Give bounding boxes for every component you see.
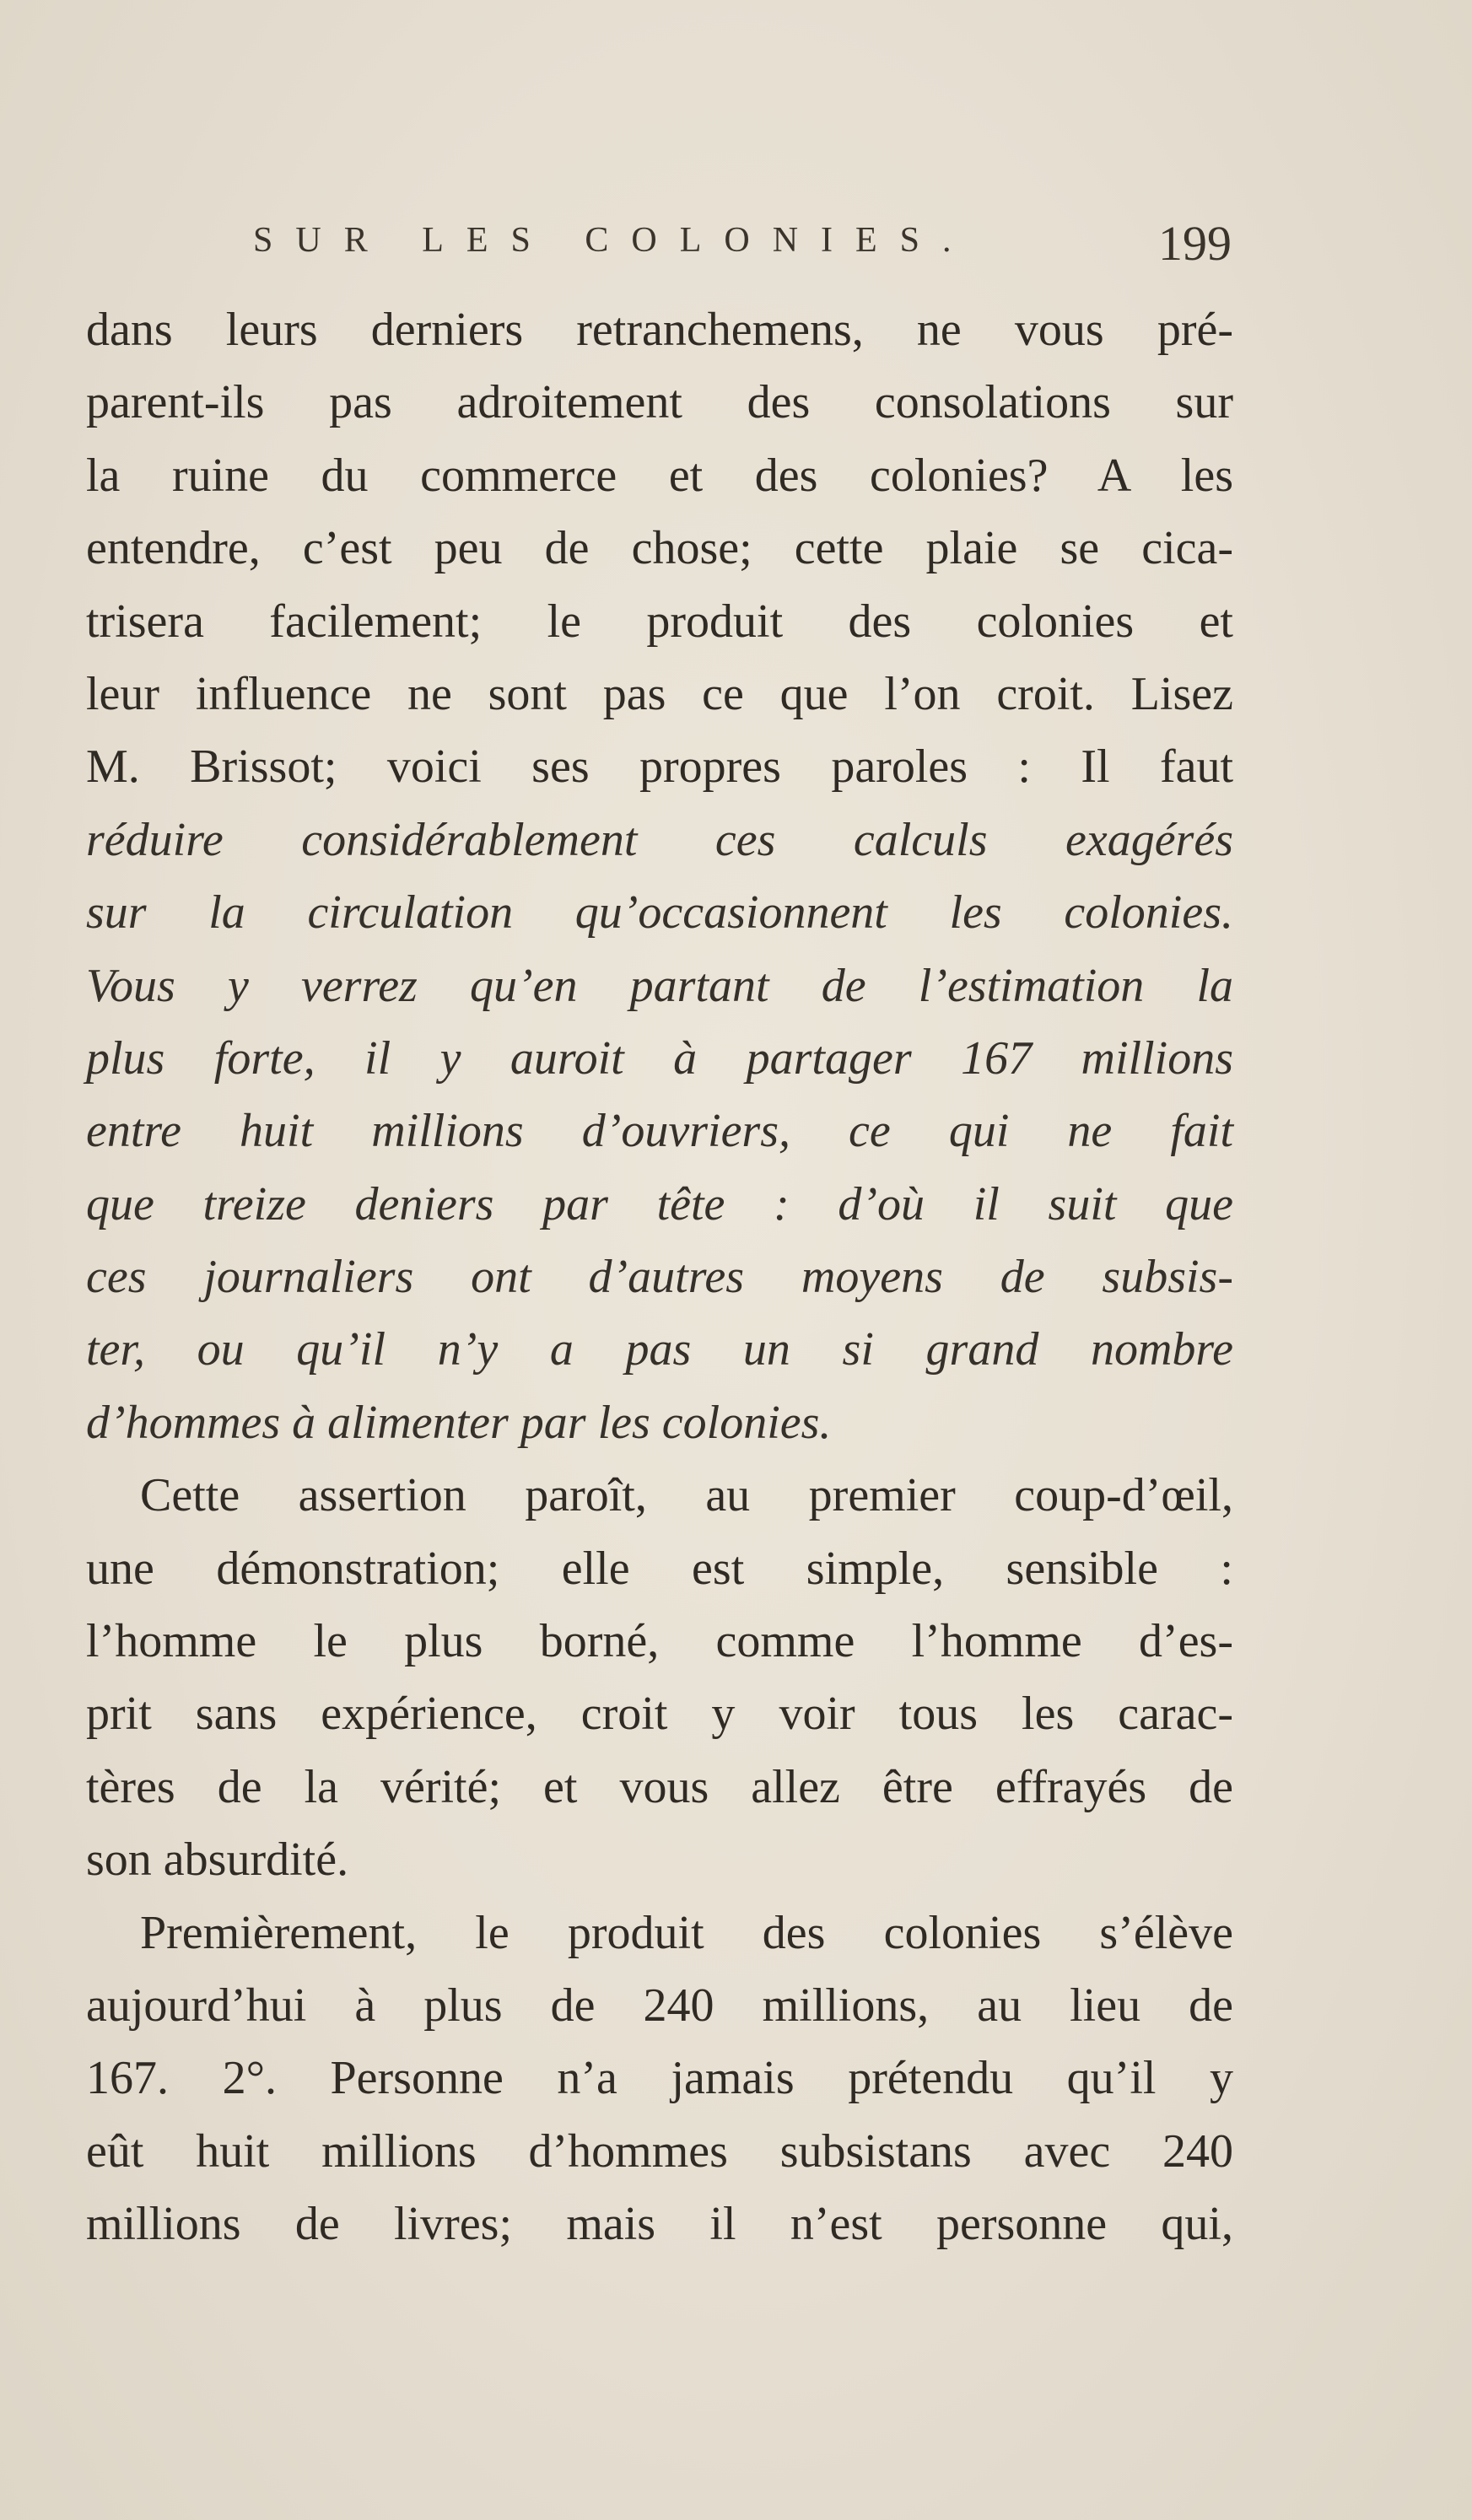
text-line: la ruine du commerce et des colonies? A les bbox=[86, 449, 1233, 502]
text-line: millions de livres; mais il n’est personne qui, bbox=[86, 2198, 1233, 2251]
quoted-line: Vous y verrez qu’en partant de l’estimation la bbox=[86, 959, 1233, 1012]
text-line: dans leurs derniers retranchemens, ne vous pré- bbox=[86, 304, 1233, 356]
quoted-line: entre huit millions d’ouvriers, ce qui ne fait bbox=[86, 1105, 1233, 1158]
text-line: leur influence ne sont pas ce que l’on croit. Lisez bbox=[86, 667, 1233, 720]
text-line: prit sans expérience, croit y voir tous les carac- bbox=[86, 1688, 1233, 1741]
text-line: entendre, c’est peu de chose; cette plaie se cica- bbox=[86, 522, 1233, 575]
text-line: M. Brissot; voici ses propres paroles : Il faut bbox=[86, 740, 1233, 794]
text-line: 167. 2°. Personne n’a jamais prétendu qu’il y bbox=[86, 2052, 1233, 2105]
quoted-line: ces journaliers ont d’autres moyens de subsis- bbox=[86, 1251, 1233, 1304]
text-line: tères de la vérité; et vous allez être effrayés de bbox=[86, 1760, 1233, 1813]
text-line: l’homme le plus borné, comme l’homme d’es- bbox=[86, 1615, 1233, 1668]
running-title: SUR LES COLONIES. bbox=[253, 221, 974, 260]
quoted-line: ter, ou qu’il n’y a pas un si grand nombre bbox=[86, 1323, 1233, 1376]
running-head bbox=[253, 215, 1232, 283]
page-number: 199 bbox=[1158, 216, 1232, 271]
body-text bbox=[86, 293, 1233, 2261]
quoted-line: sur la circulation qu’occasionnent les colonies. bbox=[86, 886, 1233, 940]
text-line: une démonstration; elle est simple, sensible : bbox=[86, 1542, 1233, 1595]
paragraph-start-line: Premièrement, le produit des colonies s’élève bbox=[140, 1906, 1233, 1959]
text-line: eût huit millions d’hommes subsistans avec 240 bbox=[86, 2124, 1233, 2178]
text-line: trisera facilement; le produit des colonies et bbox=[86, 595, 1233, 648]
quoted-line: d’hommes à alimenter par les colonies. bbox=[86, 1396, 832, 1449]
paragraph-start-line: Cette assertion paroît, au premier coup-d’œil, bbox=[140, 1469, 1233, 1522]
quoted-line: réduire considérablement ces calculs exagérés bbox=[86, 813, 1233, 866]
quoted-line: que treize deniers par tête : d’où il suit que bbox=[86, 1177, 1233, 1230]
text-line: son absurdité. bbox=[86, 1833, 349, 1887]
text-line: parent-ils pas adroitement des consolations sur bbox=[86, 376, 1233, 429]
text-line: aujourd’hui à plus de 240 millions, au lieu de bbox=[86, 1979, 1233, 2032]
quoted-line: plus forte, il y auroit à partager 167 millions bbox=[86, 1031, 1233, 1085]
